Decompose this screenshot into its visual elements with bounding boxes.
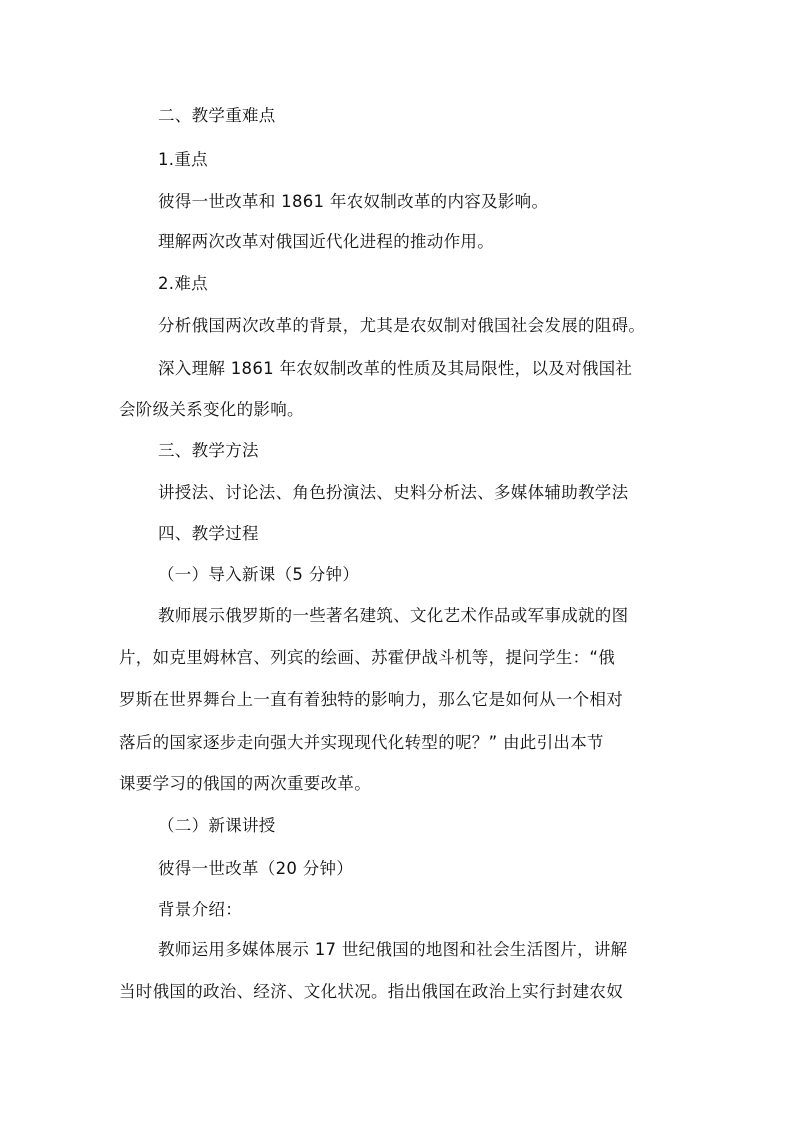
- paragraph-line: 会阶级关系变化的影响。: [119, 400, 304, 419]
- subheading-key-points: 1.重点: [158, 150, 208, 169]
- subheading-peter-reform: 彼得一世改革（20 分钟）: [158, 859, 354, 878]
- paragraph-line: 教师展示俄罗斯的一些著名建筑、文化艺术作品或军事成就的图: [158, 606, 629, 625]
- paragraph-line: 教师运用多媒体展示 17 世纪俄国的地图和社会生活图片，讲解: [158, 940, 628, 959]
- paragraph-line: 彼得一世改革和 1861 年农奴制改革的内容及影响。: [158, 192, 549, 211]
- paragraph-line: 深入理解 1861 年农奴制改革的性质及其局限性，以及对俄国社: [158, 359, 633, 378]
- paragraph-line: 落后的国家逐步走向强大并实现现代化转型的呢？” 由此引出本节: [119, 733, 604, 752]
- paragraph-line: 分析俄国两次改革的背景，尤其是农奴制对俄国社会发展的阻碍。: [158, 316, 646, 335]
- subheading-difficult-points: 2.难点: [158, 274, 208, 293]
- paragraph-line: 讲授法、讨论法、角色扮演法、史料分析法、多媒体辅助教学法: [158, 483, 629, 502]
- section-heading-teaching-process: 四、教学过程: [158, 524, 259, 543]
- paragraph-line: 片，如克里姆林宫、列宾的绘画、苏霍伊战斗机等，提问学生：“俄: [119, 648, 616, 667]
- paragraph-line: 理解两次改革对俄国近代化进程的推动作用。: [158, 232, 494, 251]
- subheading-new-lesson: （二）新课讲授: [158, 816, 276, 835]
- paragraph-line: 课要学习的俄国的两次重要改革。: [119, 774, 371, 793]
- section-heading-key-difficult-points: 二、教学重难点: [158, 106, 276, 125]
- subheading-introduction: （一）导入新课（5 分钟）: [158, 565, 360, 584]
- paragraph-line: 罗斯在世界舞台上一直有着独特的影响力，那么它是如何从一个相对: [119, 690, 623, 709]
- section-heading-teaching-methods: 三、教学方法: [158, 441, 259, 460]
- label-background: 背景介绍：: [158, 900, 242, 919]
- paragraph-line: 当时俄国的政治、经济、文化状况。指出俄国在政治上实行封建农奴: [119, 982, 623, 1001]
